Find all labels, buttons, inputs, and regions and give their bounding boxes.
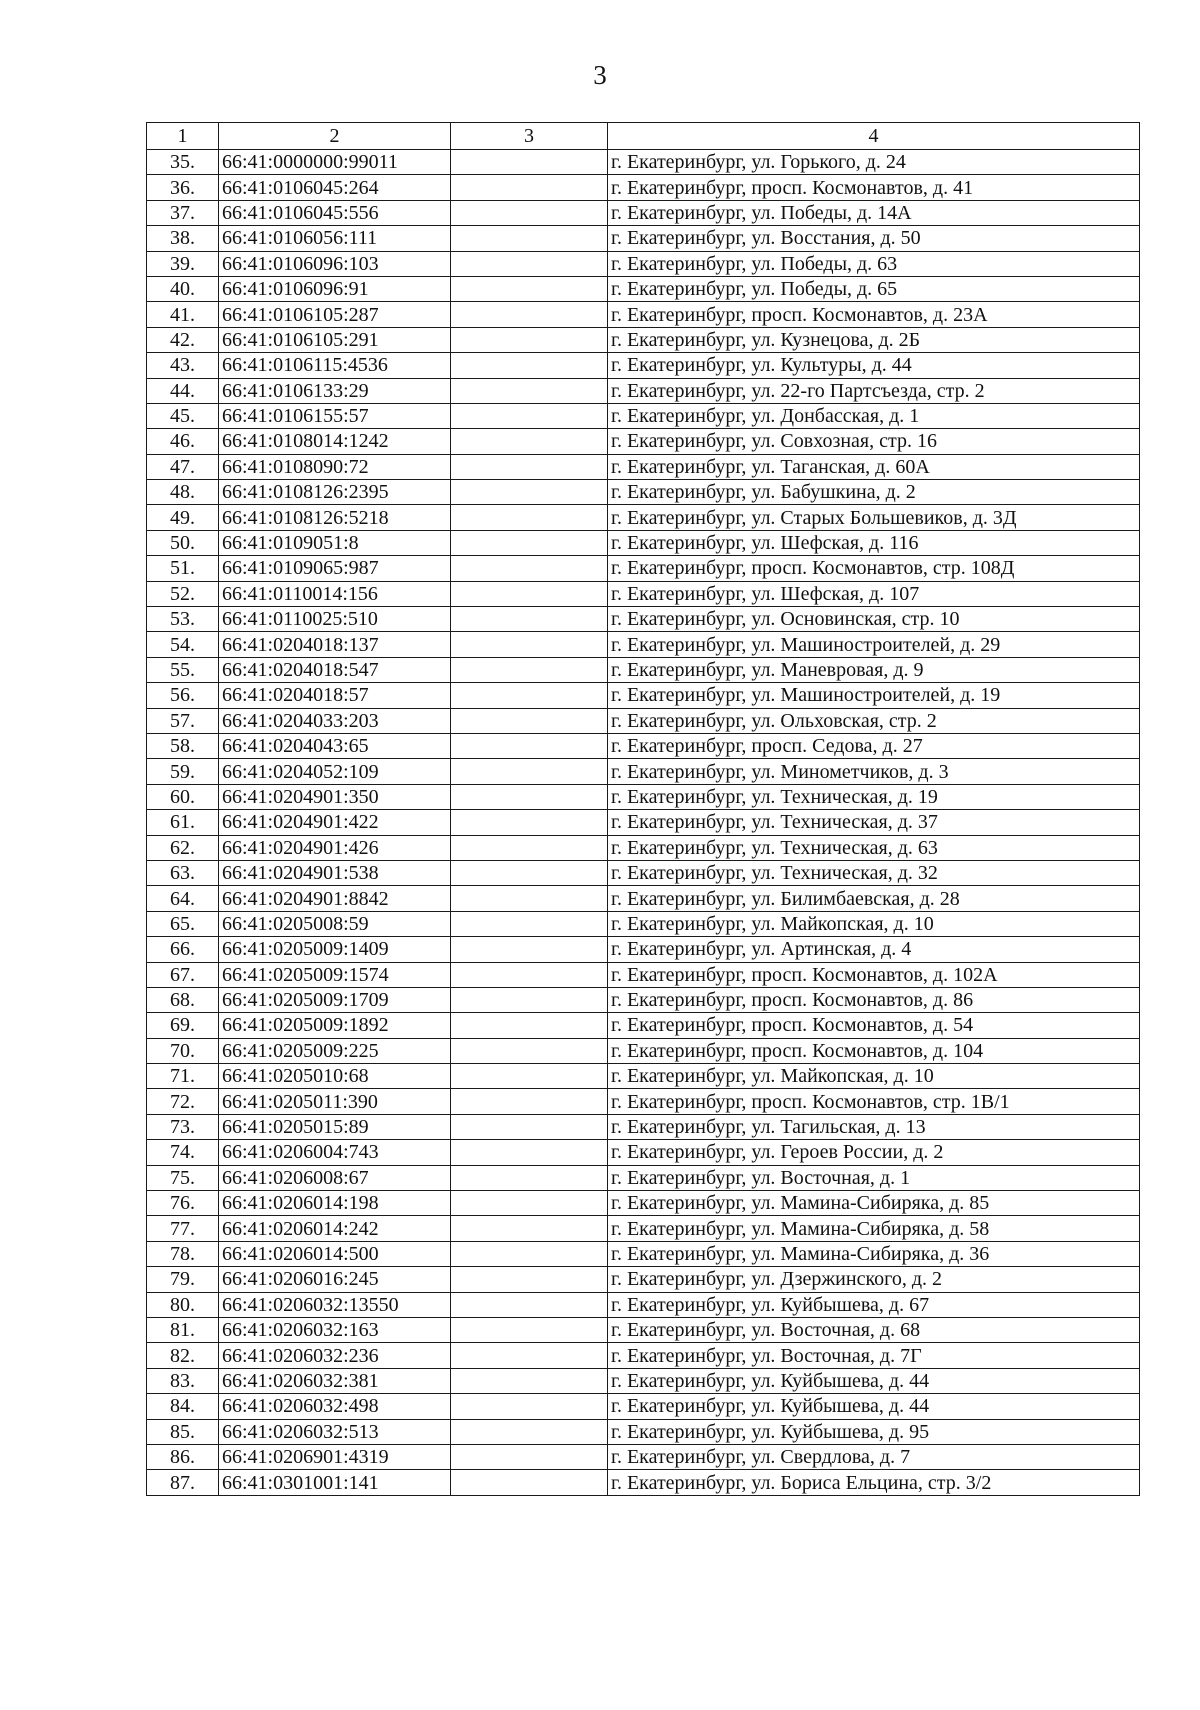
row-number-cell: 45. [147, 403, 219, 428]
row-number-cell: 52. [147, 581, 219, 606]
column-3-cell [451, 886, 608, 911]
cadastral-number-cell: 66:41:0108126:5218 [219, 505, 451, 530]
row-number-cell: 46. [147, 429, 219, 454]
row-number-cell: 36. [147, 175, 219, 200]
address-cell: г. Екатеринбург, ул. Куйбышева, д. 95 [608, 1419, 1140, 1444]
address-cell: г. Екатеринбург, просп. Космонавтов, д. 54 [608, 1013, 1140, 1038]
table-row [147, 937, 1140, 962]
address-cell: г. Екатеринбург, ул. Техническая, д. 37 [608, 810, 1140, 835]
column-3-cell [451, 607, 608, 632]
table-row [147, 505, 1140, 530]
cadastral-number-cell: 66:41:0108126:2395 [219, 480, 451, 505]
column-3-cell [451, 810, 608, 835]
column-3-cell [451, 556, 608, 581]
address-cell: г. Екатеринбург, ул. Совхозная, стр. 16 [608, 429, 1140, 454]
column-3-cell [451, 1419, 608, 1444]
cadastral-number-cell: 66:41:0204043:65 [219, 733, 451, 758]
address-cell: г. Екатеринбург, ул. Машиностроителей, д. 29 [608, 632, 1140, 657]
table-row [147, 657, 1140, 682]
cadastral-number-cell: 66:41:0106133:29 [219, 378, 451, 403]
column-3-cell [451, 327, 608, 352]
column-3-cell [451, 175, 608, 200]
row-number-cell: 39. [147, 251, 219, 276]
table-body [147, 123, 1140, 1496]
registry-table [146, 122, 1140, 1496]
row-number-cell: 71. [147, 1064, 219, 1089]
address-cell: г. Екатеринбург, ул. Свердлова, д. 7 [608, 1444, 1140, 1469]
address-cell: г. Екатеринбург, ул. Героев России, д. 2 [608, 1140, 1140, 1165]
column-3-cell [451, 1013, 608, 1038]
column-header-4: 4 [608, 123, 1140, 150]
column-3-cell [451, 1114, 608, 1139]
column-3-cell [451, 1216, 608, 1241]
row-number-cell: 60. [147, 784, 219, 809]
cadastral-number-cell: 66:41:0204901:538 [219, 860, 451, 885]
address-cell: г. Екатеринбург, ул. Шефская, д. 116 [608, 530, 1140, 555]
table-row [147, 987, 1140, 1012]
table-row [147, 733, 1140, 758]
cadastral-number-cell: 66:41:0206032:13550 [219, 1292, 451, 1317]
cadastral-number-cell: 66:41:0206004:743 [219, 1140, 451, 1165]
row-number-cell: 78. [147, 1241, 219, 1266]
table-row [147, 607, 1140, 632]
cadastral-number-cell: 66:41:0204901:350 [219, 784, 451, 809]
column-3-cell [451, 454, 608, 479]
row-number-cell: 82. [147, 1343, 219, 1368]
table-row [147, 1444, 1140, 1469]
address-cell: г. Екатеринбург, просп. Космонавтов, д. 23А [608, 302, 1140, 327]
row-number-cell: 70. [147, 1038, 219, 1063]
table-row [147, 1191, 1140, 1216]
address-cell: г. Екатеринбург, ул. Победы, д. 63 [608, 251, 1140, 276]
cadastral-number-cell: 66:41:0204018:137 [219, 632, 451, 657]
row-number-cell: 38. [147, 226, 219, 251]
table-row [147, 1394, 1140, 1419]
address-cell: г. Екатеринбург, ул. Старых Большевиков, д. 3Д [608, 505, 1140, 530]
column-3-cell [451, 1368, 608, 1393]
row-number-cell: 73. [147, 1114, 219, 1139]
cadastral-number-cell: 66:41:0106045:264 [219, 175, 451, 200]
table-row [147, 251, 1140, 276]
address-cell: г. Екатеринбург, ул. Билимбаевская, д. 28 [608, 886, 1140, 911]
table-row [147, 1470, 1140, 1495]
column-3-cell [451, 302, 608, 327]
column-3-cell [451, 1343, 608, 1368]
cadastral-number-cell: 66:41:0109051:8 [219, 530, 451, 555]
table-row [147, 480, 1140, 505]
address-cell: г. Екатеринбург, ул. Техническая, д. 19 [608, 784, 1140, 809]
table-header-row [147, 123, 1140, 150]
table-row [147, 530, 1140, 555]
table-row [147, 860, 1140, 885]
column-3-cell [451, 353, 608, 378]
table-row [147, 454, 1140, 479]
row-number-cell: 76. [147, 1191, 219, 1216]
cadastral-number-cell: 66:41:0205015:89 [219, 1114, 451, 1139]
table-row [147, 1292, 1140, 1317]
table-row [147, 1368, 1140, 1393]
address-cell: г. Екатеринбург, ул. Маневровая, д. 9 [608, 657, 1140, 682]
table-row [147, 581, 1140, 606]
address-cell: г. Екатеринбург, ул. Машиностроителей, д. 19 [608, 683, 1140, 708]
row-number-cell: 63. [147, 860, 219, 885]
row-number-cell: 56. [147, 683, 219, 708]
table-row [147, 200, 1140, 225]
table-row [147, 886, 1140, 911]
row-number-cell: 57. [147, 708, 219, 733]
address-cell: г. Екатеринбург, ул. Победы, д. 14А [608, 200, 1140, 225]
row-number-cell: 43. [147, 353, 219, 378]
column-3-cell [451, 759, 608, 784]
address-cell: г. Екатеринбург, ул. Бориса Ельцина, стр. 3/2 [608, 1470, 1140, 1495]
row-number-cell: 85. [147, 1419, 219, 1444]
row-number-cell: 83. [147, 1368, 219, 1393]
table-row [147, 403, 1140, 428]
column-3-cell [451, 1089, 608, 1114]
column-3-cell [451, 1470, 608, 1495]
row-number-cell: 87. [147, 1470, 219, 1495]
table-row [147, 962, 1140, 987]
cadastral-number-cell: 66:41:0204901:422 [219, 810, 451, 835]
cadastral-number-cell: 66:41:0206901:4319 [219, 1444, 451, 1469]
table-row [147, 1013, 1140, 1038]
address-cell: г. Екатеринбург, ул. Таганская, д. 60А [608, 454, 1140, 479]
column-3-cell [451, 632, 608, 657]
row-number-cell: 72. [147, 1089, 219, 1114]
row-number-cell: 51. [147, 556, 219, 581]
address-cell: г. Екатеринбург, ул. 22-го Партсъезда, стр. 2 [608, 378, 1140, 403]
column-3-cell [451, 1444, 608, 1469]
row-number-cell: 81. [147, 1317, 219, 1342]
column-3-cell [451, 200, 608, 225]
row-number-cell: 55. [147, 657, 219, 682]
address-cell: г. Екатеринбург, ул. Майкопская, д. 10 [608, 1064, 1140, 1089]
column-3-cell [451, 860, 608, 885]
address-cell: г. Екатеринбург, ул. Тагильская, д. 13 [608, 1114, 1140, 1139]
address-cell: г. Екатеринбург, ул. Куйбышева, д. 44 [608, 1394, 1140, 1419]
address-cell: г. Екатеринбург, ул. Мамина-Сибиряка, д. 58 [608, 1216, 1140, 1241]
row-number-cell: 40. [147, 276, 219, 301]
cadastral-number-cell: 66:41:0206016:245 [219, 1267, 451, 1292]
table-row [147, 556, 1140, 581]
row-number-cell: 59. [147, 759, 219, 784]
column-3-cell [451, 733, 608, 758]
column-3-cell [451, 1191, 608, 1216]
cadastral-number-cell: 66:41:0205009:1574 [219, 962, 451, 987]
table-row [147, 175, 1140, 200]
row-number-cell: 37. [147, 200, 219, 225]
address-cell: г. Екатеринбург, ул. Шефская, д. 107 [608, 581, 1140, 606]
table-row [147, 1064, 1140, 1089]
address-cell: г. Екатеринбург, ул. Ольховская, стр. 2 [608, 708, 1140, 733]
cadastral-number-cell: 66:41:0106096:91 [219, 276, 451, 301]
row-number-cell: 42. [147, 327, 219, 352]
address-cell: г. Екатеринбург, ул. Восточная, д. 1 [608, 1165, 1140, 1190]
row-number-cell: 54. [147, 632, 219, 657]
cadastral-number-cell: 66:41:0206008:67 [219, 1165, 451, 1190]
address-cell: г. Екатеринбург, ул. Минометчиков, д. 3 [608, 759, 1140, 784]
row-number-cell: 75. [147, 1165, 219, 1190]
row-number-cell: 74. [147, 1140, 219, 1165]
table-row [147, 150, 1140, 175]
cadastral-number-cell: 66:41:0204052:109 [219, 759, 451, 784]
column-3-cell [451, 835, 608, 860]
address-cell: г. Екатеринбург, просп. Космонавтов, д. 41 [608, 175, 1140, 200]
column-header-2: 2 [219, 123, 451, 150]
column-3-cell [451, 1292, 608, 1317]
address-cell: г. Екатеринбург, ул. Куйбышева, д. 67 [608, 1292, 1140, 1317]
address-cell: г. Екатеринбург, просп. Космонавтов, стр. 1В/1 [608, 1089, 1140, 1114]
column-3-cell [451, 429, 608, 454]
cadastral-number-cell: 66:41:0204018:57 [219, 683, 451, 708]
row-number-cell: 65. [147, 911, 219, 936]
cadastral-number-cell: 66:41:0106096:103 [219, 251, 451, 276]
row-number-cell: 61. [147, 810, 219, 835]
column-3-cell [451, 530, 608, 555]
address-cell: г. Екатеринбург, просп. Космонавтов, д. 86 [608, 987, 1140, 1012]
column-3-cell [451, 1267, 608, 1292]
cadastral-number-cell: 66:41:0206032:498 [219, 1394, 451, 1419]
column-3-cell [451, 150, 608, 175]
address-cell: г. Екатеринбург, ул. Донбасская, д. 1 [608, 403, 1140, 428]
row-number-cell: 49. [147, 505, 219, 530]
address-cell: г. Екатеринбург, ул. Победы, д. 65 [608, 276, 1140, 301]
column-3-cell [451, 1394, 608, 1419]
cadastral-number-cell: 66:41:0205011:390 [219, 1089, 451, 1114]
table-row [147, 1419, 1140, 1444]
table-row [147, 1317, 1140, 1342]
row-number-cell: 35. [147, 150, 219, 175]
column-3-cell [451, 276, 608, 301]
cadastral-number-cell: 66:41:0206032:381 [219, 1368, 451, 1393]
cadastral-number-cell: 66:41:0109065:987 [219, 556, 451, 581]
cadastral-number-cell: 66:41:0206032:513 [219, 1419, 451, 1444]
cadastral-number-cell: 66:41:0301001:141 [219, 1470, 451, 1495]
cadastral-number-cell: 66:41:0110014:156 [219, 581, 451, 606]
address-cell: г. Екатеринбург, ул. Основинская, стр. 10 [608, 607, 1140, 632]
table-row [147, 353, 1140, 378]
row-number-cell: 67. [147, 962, 219, 987]
cadastral-number-cell: 66:41:0108014:1242 [219, 429, 451, 454]
row-number-cell: 79. [147, 1267, 219, 1292]
address-cell: г. Екатеринбург, ул. Техническая, д. 63 [608, 835, 1140, 860]
cadastral-number-cell: 66:41:0000000:99011 [219, 150, 451, 175]
table-row [147, 683, 1140, 708]
address-cell: г. Екатеринбург, ул. Дзержинского, д. 2 [608, 1267, 1140, 1292]
column-3-cell [451, 683, 608, 708]
row-number-cell: 58. [147, 733, 219, 758]
row-number-cell: 84. [147, 1394, 219, 1419]
cadastral-number-cell: 66:41:0204901:8842 [219, 886, 451, 911]
table-row [147, 276, 1140, 301]
cadastral-number-cell: 66:41:0106056:111 [219, 226, 451, 251]
row-number-cell: 69. [147, 1013, 219, 1038]
table-row [147, 1140, 1140, 1165]
address-cell: г. Екатеринбург, ул. Техническая, д. 32 [608, 860, 1140, 885]
cadastral-number-cell: 66:41:0205008:59 [219, 911, 451, 936]
table-row [147, 302, 1140, 327]
column-3-cell [451, 505, 608, 530]
cadastral-number-cell: 66:41:0108090:72 [219, 454, 451, 479]
address-cell: г. Екатеринбург, ул. Восстания, д. 50 [608, 226, 1140, 251]
table-row [147, 1216, 1140, 1241]
column-3-cell [451, 911, 608, 936]
column-header-1: 1 [147, 123, 219, 150]
table-row [147, 632, 1140, 657]
address-cell: г. Екатеринбург, просп. Космонавтов, стр. 108Д [608, 556, 1140, 581]
cadastral-number-cell: 66:41:0106045:556 [219, 200, 451, 225]
table-row [147, 1089, 1140, 1114]
cadastral-number-cell: 66:41:0106105:291 [219, 327, 451, 352]
column-header-3: 3 [451, 123, 608, 150]
column-3-cell [451, 251, 608, 276]
cadastral-number-cell: 66:41:0206014:198 [219, 1191, 451, 1216]
address-cell: г. Екатеринбург, просп. Космонавтов, д. 104 [608, 1038, 1140, 1063]
column-3-cell [451, 657, 608, 682]
row-number-cell: 66. [147, 937, 219, 962]
column-3-cell [451, 708, 608, 733]
table-row [147, 810, 1140, 835]
address-cell: г. Екатеринбург, ул. Кузнецова, д. 2Б [608, 327, 1140, 352]
table-row [147, 784, 1140, 809]
row-number-cell: 50. [147, 530, 219, 555]
table-row [147, 1114, 1140, 1139]
row-number-cell: 44. [147, 378, 219, 403]
address-cell: г. Екатеринбург, ул. Горького, д. 24 [608, 150, 1140, 175]
row-number-cell: 41. [147, 302, 219, 327]
column-3-cell [451, 403, 608, 428]
table-row [147, 1241, 1140, 1266]
column-3-cell [451, 784, 608, 809]
cadastral-number-cell: 66:41:0205009:1709 [219, 987, 451, 1012]
address-cell: г. Екатеринбург, ул. Восточная, д. 68 [608, 1317, 1140, 1342]
address-cell: г. Екатеринбург, ул. Мамина-Сибиряка, д. 36 [608, 1241, 1140, 1266]
table-row [147, 708, 1140, 733]
table-row [147, 835, 1140, 860]
column-3-cell [451, 581, 608, 606]
cadastral-number-cell: 66:41:0206032:236 [219, 1343, 451, 1368]
cadastral-number-cell: 66:41:0206014:500 [219, 1241, 451, 1266]
column-3-cell [451, 937, 608, 962]
table-row [147, 1267, 1140, 1292]
row-number-cell: 77. [147, 1216, 219, 1241]
cadastral-number-cell: 66:41:0204033:203 [219, 708, 451, 733]
cadastral-number-cell: 66:41:0106115:4536 [219, 353, 451, 378]
row-number-cell: 64. [147, 886, 219, 911]
table-row [147, 1038, 1140, 1063]
cadastral-number-cell: 66:41:0205009:225 [219, 1038, 451, 1063]
cadastral-number-cell: 66:41:0206032:163 [219, 1317, 451, 1342]
row-number-cell: 47. [147, 454, 219, 479]
address-cell: г. Екатеринбург, ул. Артинская, д. 4 [608, 937, 1140, 962]
address-cell: г. Екатеринбург, ул. Майкопская, д. 10 [608, 911, 1140, 936]
address-cell: г. Екатеринбург, ул. Бабушкина, д. 2 [608, 480, 1140, 505]
column-3-cell [451, 378, 608, 403]
column-3-cell [451, 1241, 608, 1266]
cadastral-number-cell: 66:41:0205009:1409 [219, 937, 451, 962]
address-cell: г. Екатеринбург, просп. Космонавтов, д. 102А [608, 962, 1140, 987]
address-cell: г. Екатеринбург, просп. Седова, д. 27 [608, 733, 1140, 758]
row-number-cell: 48. [147, 480, 219, 505]
cadastral-number-cell: 66:41:0204018:547 [219, 657, 451, 682]
cadastral-number-cell: 66:41:0205010:68 [219, 1064, 451, 1089]
row-number-cell: 62. [147, 835, 219, 860]
column-3-cell [451, 962, 608, 987]
column-3-cell [451, 1317, 608, 1342]
cadastral-number-cell: 66:41:0206014:242 [219, 1216, 451, 1241]
table-row [147, 378, 1140, 403]
row-number-cell: 53. [147, 607, 219, 632]
cadastral-number-cell: 66:41:0110025:510 [219, 607, 451, 632]
column-3-cell [451, 987, 608, 1012]
page-number: 3 [593, 60, 607, 90]
cadastral-number-cell: 66:41:0204901:426 [219, 835, 451, 860]
table-row [147, 759, 1140, 784]
address-cell: г. Екатеринбург, ул. Восточная, д. 7Г [608, 1343, 1140, 1368]
table-row [147, 226, 1140, 251]
cadastral-number-cell: 66:41:0106105:287 [219, 302, 451, 327]
column-3-cell [451, 480, 608, 505]
column-3-cell [451, 1140, 608, 1165]
column-3-cell [451, 1165, 608, 1190]
table-row [147, 327, 1140, 352]
row-number-cell: 80. [147, 1292, 219, 1317]
table-row [147, 429, 1140, 454]
table-row [147, 1343, 1140, 1368]
address-cell: г. Екатеринбург, ул. Мамина-Сибиряка, д. 85 [608, 1191, 1140, 1216]
address-cell: г. Екатеринбург, ул. Культуры, д. 44 [608, 353, 1140, 378]
cadastral-number-cell: 66:41:0106155:57 [219, 403, 451, 428]
row-number-cell: 68. [147, 987, 219, 1012]
table-row [147, 1165, 1140, 1190]
table-row [147, 911, 1140, 936]
row-number-cell: 86. [147, 1444, 219, 1469]
column-3-cell [451, 226, 608, 251]
column-3-cell [451, 1064, 608, 1089]
column-3-cell [451, 1038, 608, 1063]
address-cell: г. Екатеринбург, ул. Куйбышева, д. 44 [608, 1368, 1140, 1393]
cadastral-number-cell: 66:41:0205009:1892 [219, 1013, 451, 1038]
